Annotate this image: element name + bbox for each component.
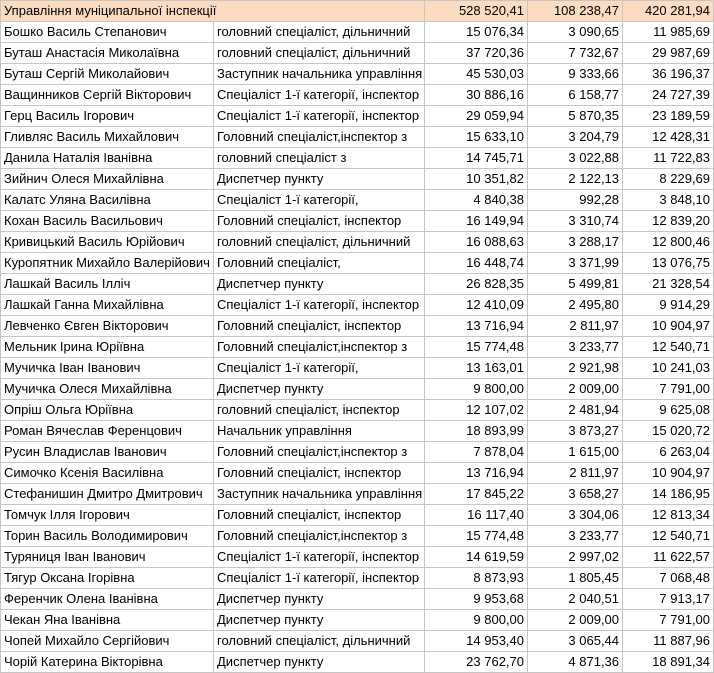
table-body [1,1,714,673]
deductions-amount-cell[interactable]: 3 233,77 [528,337,623,358]
employee-name-cell[interactable]: Туряниця Іван Іванович [1,547,214,568]
net-amount-cell[interactable]: 12 800,46 [623,232,714,253]
deductions-amount-cell[interactable]: 2 495,80 [528,295,623,316]
table-row [1,232,714,253]
net-amount-cell[interactable]: 7 791,00 [623,379,714,400]
net-amount-cell[interactable]: 36 196,37 [623,64,714,85]
total-accrued-cell[interactable]: 528 520,41 [425,1,528,22]
position-cell[interactable]: Диспетчер пункту [214,589,425,610]
net-amount-cell[interactable]: 24 727,39 [623,85,714,106]
position-cell[interactable]: Спеціаліст 1-ї категорії, інспектор [214,106,425,127]
accrued-amount-cell[interactable]: 9 800,00 [425,610,528,631]
table-row [1,316,714,337]
accrued-amount-cell[interactable]: 16 448,74 [425,253,528,274]
department-header-row [1,1,714,22]
employee-name-cell[interactable]: Бошко Василь Степанович [1,22,214,43]
accrued-amount-cell[interactable]: 15 774,48 [425,526,528,547]
table-row [1,22,714,43]
table-row [1,463,714,484]
position-cell[interactable]: Заступник начальника управління [214,64,425,85]
net-amount-cell[interactable]: 21 328,54 [623,274,714,295]
position-cell[interactable]: Головний спеціаліст, [214,253,425,274]
accrued-amount-cell[interactable]: 30 886,16 [425,85,528,106]
position-cell[interactable]: Диспетчер пункту [214,652,425,673]
deductions-amount-cell[interactable]: 3 090,65 [528,22,623,43]
net-amount-cell[interactable]: 10 904,97 [623,316,714,337]
total-net-cell[interactable]: 420 281,94 [623,1,714,22]
position-cell[interactable]: Головний спеціаліст, інспектор [214,463,425,484]
table-row [1,43,714,64]
position-cell[interactable]: головний спеціаліст, дільничний [214,22,425,43]
employee-name-cell[interactable]: Гливляс Василь Михайлович [1,127,214,148]
table-row [1,190,714,211]
net-amount-cell[interactable]: 8 229,69 [623,169,714,190]
accrued-amount-cell[interactable]: 9 953,68 [425,589,528,610]
position-cell[interactable]: головний спеціаліст, дільничний [214,232,425,253]
accrued-amount-cell[interactable]: 16 149,94 [425,211,528,232]
deductions-amount-cell[interactable]: 3 233,77 [528,526,623,547]
employee-name-cell[interactable]: Томчук Ілля Ігорович [1,505,214,526]
accrued-amount-cell[interactable]: 17 845,22 [425,484,528,505]
deductions-amount-cell[interactable]: 3 288,17 [528,232,623,253]
table-row [1,106,714,127]
accrued-amount-cell[interactable]: 4 840,38 [425,190,528,211]
accrued-amount-cell[interactable]: 13 716,94 [425,463,528,484]
position-cell[interactable]: Головний спеціаліст, інспектор [214,505,425,526]
employee-name-cell[interactable]: Симочко Ксенія Василівна [1,463,214,484]
position-cell[interactable]: Диспетчер пункту [214,379,425,400]
table-row [1,442,714,463]
net-amount-cell[interactable]: 6 263,04 [623,442,714,463]
accrued-amount-cell[interactable]: 14 745,71 [425,148,528,169]
position-cell[interactable]: Спеціаліст 1-ї категорії, інспектор [214,295,425,316]
accrued-amount-cell[interactable]: 10 351,82 [425,169,528,190]
employee-name-cell[interactable]: Кривицький Василь Юрійович [1,232,214,253]
employee-name-cell[interactable]: Чопей Михайло Сергійович [1,631,214,652]
deductions-amount-cell[interactable]: 2 009,00 [528,379,623,400]
accrued-amount-cell[interactable]: 16 088,63 [425,232,528,253]
net-amount-cell[interactable]: 12 813,34 [623,505,714,526]
employee-name-cell[interactable]: Ференчик Олена Іванівна [1,589,214,610]
net-amount-cell[interactable]: 18 891,34 [623,652,714,673]
deductions-amount-cell[interactable]: 5 870,35 [528,106,623,127]
employee-name-cell[interactable]: Герц Василь Ігорович [1,106,214,127]
table-row [1,358,714,379]
position-cell[interactable]: Головний спеціаліст, інспектор [214,316,425,337]
net-amount-cell[interactable]: 13 076,75 [623,253,714,274]
accrued-amount-cell[interactable]: 15 633,10 [425,127,528,148]
position-cell[interactable]: Головний спеціаліст,інспектор з [214,337,425,358]
position-cell[interactable]: Головний спеціаліст,інспектор з [214,127,425,148]
net-amount-cell[interactable]: 11 722,83 [623,148,714,169]
employee-name-cell[interactable]: Буташ Анастасія Миколаївна [1,43,214,64]
deductions-amount-cell[interactable]: 2 009,00 [528,610,623,631]
position-cell[interactable]: Спеціаліст 1-ї категорії, інспектор [214,568,425,589]
employee-name-cell[interactable]: Торин Василь Володимирович [1,526,214,547]
deductions-amount-cell[interactable]: 1 805,45 [528,568,623,589]
net-amount-cell[interactable]: 10 904,97 [623,463,714,484]
position-cell[interactable]: Начальник управління [214,421,425,442]
employee-name-cell[interactable]: Стефанишин Дмитро Дмитрович [1,484,214,505]
employee-name-cell[interactable]: Зийнич Олеся Михайлівна [1,169,214,190]
total-deductions-cell[interactable]: 108 238,47 [528,1,623,22]
deductions-amount-cell[interactable]: 2 040,51 [528,589,623,610]
employee-name-cell[interactable]: Чекан Яна Іванівна [1,610,214,631]
employee-name-cell[interactable]: Мельник Ірина Юріївна [1,337,214,358]
deductions-amount-cell[interactable]: 992,28 [528,190,623,211]
table-row [1,211,714,232]
table-row [1,631,714,652]
table-row [1,421,714,442]
position-cell[interactable]: Заступник начальника управління [214,484,425,505]
table-row [1,526,714,547]
employee-name-cell[interactable]: Куропятник Михайло Валерійович [1,253,214,274]
employee-name-cell[interactable]: Русин Владислав Іванович [1,442,214,463]
deductions-amount-cell[interactable]: 6 158,77 [528,85,623,106]
deductions-amount-cell[interactable]: 2 997,02 [528,547,623,568]
net-amount-cell[interactable]: 11 985,69 [623,22,714,43]
accrued-amount-cell[interactable]: 13 716,94 [425,316,528,337]
deductions-amount-cell[interactable]: 2 811,97 [528,463,623,484]
position-cell[interactable]: головний спеціаліст, дільничний [214,43,425,64]
employee-name-cell[interactable]: Кохан Василь Васильович [1,211,214,232]
department-name-cell[interactable]: Управління муніципальної інспекції [1,1,425,22]
net-amount-cell[interactable]: 12 540,71 [623,337,714,358]
position-cell[interactable]: Спеціаліст 1-ї категорії, [214,190,425,211]
deductions-amount-cell[interactable]: 9 333,66 [528,64,623,85]
deductions-amount-cell[interactable]: 3 371,99 [528,253,623,274]
accrued-amount-cell[interactable]: 13 163,01 [425,358,528,379]
net-amount-cell[interactable]: 3 848,10 [623,190,714,211]
accrued-amount-cell[interactable]: 12 410,09 [425,295,528,316]
employee-name-cell[interactable]: Чорій Катерина Вікторівна [1,652,214,673]
deductions-amount-cell[interactable]: 2 122,13 [528,169,623,190]
deductions-amount-cell[interactable]: 3 873,27 [528,421,623,442]
table-row [1,484,714,505]
table-row [1,379,714,400]
net-amount-cell[interactable]: 29 987,69 [623,43,714,64]
net-amount-cell[interactable]: 12 428,31 [623,127,714,148]
accrued-amount-cell[interactable]: 8 873,93 [425,568,528,589]
net-amount-cell[interactable]: 11 622,57 [623,547,714,568]
accrued-amount-cell[interactable]: 7 878,04 [425,442,528,463]
employee-name-cell[interactable]: Лашкай Ганна Михайлівна [1,295,214,316]
deductions-amount-cell[interactable]: 2 481,94 [528,400,623,421]
employee-name-cell[interactable]: Опріш Ольга Юріївна [1,400,214,421]
employee-name-cell[interactable]: Мучичка Олеся Михайлівна [1,379,214,400]
accrued-amount-cell[interactable]: 15 076,34 [425,22,528,43]
deductions-amount-cell[interactable]: 5 499,81 [528,274,623,295]
table-row [1,337,714,358]
deductions-amount-cell[interactable]: 1 615,00 [528,442,623,463]
table-row [1,568,714,589]
accrued-amount-cell[interactable]: 18 893,99 [425,421,528,442]
net-amount-cell[interactable]: 15 020,72 [623,421,714,442]
table-row [1,274,714,295]
position-cell[interactable]: Диспетчер пункту [214,169,425,190]
net-amount-cell[interactable]: 12 540,71 [623,526,714,547]
table-row [1,148,714,169]
position-cell[interactable]: Спеціаліст 1-ї категорії, [214,358,425,379]
accrued-amount-cell[interactable]: 9 800,00 [425,379,528,400]
employee-name-cell[interactable]: Лашкай Василь Ілліч [1,274,214,295]
employee-name-cell[interactable]: Тягур Оксана Ігорівна [1,568,214,589]
accrued-amount-cell[interactable]: 15 774,48 [425,337,528,358]
table-row [1,589,714,610]
net-amount-cell[interactable]: 23 189,59 [623,106,714,127]
accrued-amount-cell[interactable]: 14 619,59 [425,547,528,568]
accrued-amount-cell[interactable]: 37 720,36 [425,43,528,64]
position-cell[interactable]: Диспетчер пункту [214,274,425,295]
deductions-amount-cell[interactable]: 3 304,06 [528,505,623,526]
table-row [1,610,714,631]
deductions-amount-cell[interactable]: 3 065,44 [528,631,623,652]
employee-name-cell[interactable]: Мучичка Іван Іванович [1,358,214,379]
deductions-amount-cell[interactable]: 2 811,97 [528,316,623,337]
deductions-amount-cell[interactable]: 7 732,67 [528,43,623,64]
table-row [1,400,714,421]
employee-name-cell[interactable]: Ващинников Сергій Вікторович [1,85,214,106]
net-amount-cell[interactable]: 7 913,17 [623,589,714,610]
table-row [1,85,714,106]
deductions-amount-cell[interactable]: 3 022,88 [528,148,623,169]
accrued-amount-cell[interactable]: 14 953,40 [425,631,528,652]
accrued-amount-cell[interactable]: 16 117,40 [425,505,528,526]
net-amount-cell[interactable]: 10 241,03 [623,358,714,379]
net-amount-cell[interactable]: 9 625,08 [623,400,714,421]
position-cell[interactable]: Диспетчер пункту [214,610,425,631]
table-row [1,547,714,568]
deductions-amount-cell[interactable]: 4 871,36 [528,652,623,673]
accrued-amount-cell[interactable]: 45 530,03 [425,64,528,85]
table-row [1,169,714,190]
table-row [1,652,714,673]
net-amount-cell[interactable]: 9 914,29 [623,295,714,316]
table-row [1,505,714,526]
accrued-amount-cell[interactable]: 29 059,94 [425,106,528,127]
net-amount-cell[interactable]: 12 839,20 [623,211,714,232]
employee-name-cell[interactable]: Роман Вячеслав Ференцович [1,421,214,442]
employee-name-cell[interactable]: Калатс Уляна Василівна [1,190,214,211]
position-cell[interactable]: Спеціаліст 1-ї категорії, інспектор [214,547,425,568]
position-cell[interactable]: Головний спеціаліст, інспектор [214,211,425,232]
table-row [1,253,714,274]
deductions-amount-cell[interactable]: 3 310,74 [528,211,623,232]
position-cell[interactable]: Спеціаліст 1-ї категорії, інспектор [214,85,425,106]
accrued-amount-cell[interactable]: 12 107,02 [425,400,528,421]
net-amount-cell[interactable]: 14 186,95 [623,484,714,505]
position-cell[interactable]: головний спеціаліст з [214,148,425,169]
accrued-amount-cell[interactable]: 23 762,70 [425,652,528,673]
position-cell[interactable]: головний спеціаліст, інспектор [214,400,425,421]
net-amount-cell[interactable]: 11 887,96 [623,631,714,652]
deductions-amount-cell[interactable]: 3 204,79 [528,127,623,148]
employee-name-cell[interactable]: Левченко Євген Вікторович [1,316,214,337]
accrued-amount-cell[interactable]: 26 828,35 [425,274,528,295]
deductions-amount-cell[interactable]: 2 921,98 [528,358,623,379]
net-amount-cell[interactable]: 7 068,48 [623,568,714,589]
net-amount-cell[interactable]: 7 791,00 [623,610,714,631]
employee-name-cell[interactable]: Буташ Сергій Миколайович [1,64,214,85]
deductions-amount-cell[interactable]: 3 658,27 [528,484,623,505]
position-cell[interactable]: Головний спеціаліст,інспектор з [214,442,425,463]
table-row [1,127,714,148]
table-row [1,295,714,316]
table-row [1,64,714,85]
position-cell[interactable]: Головний спеціаліст,інспектор з [214,526,425,547]
position-cell[interactable]: головний спеціаліст, дільничний [214,631,425,652]
employee-name-cell[interactable]: Данила Наталія Іванівна [1,148,214,169]
